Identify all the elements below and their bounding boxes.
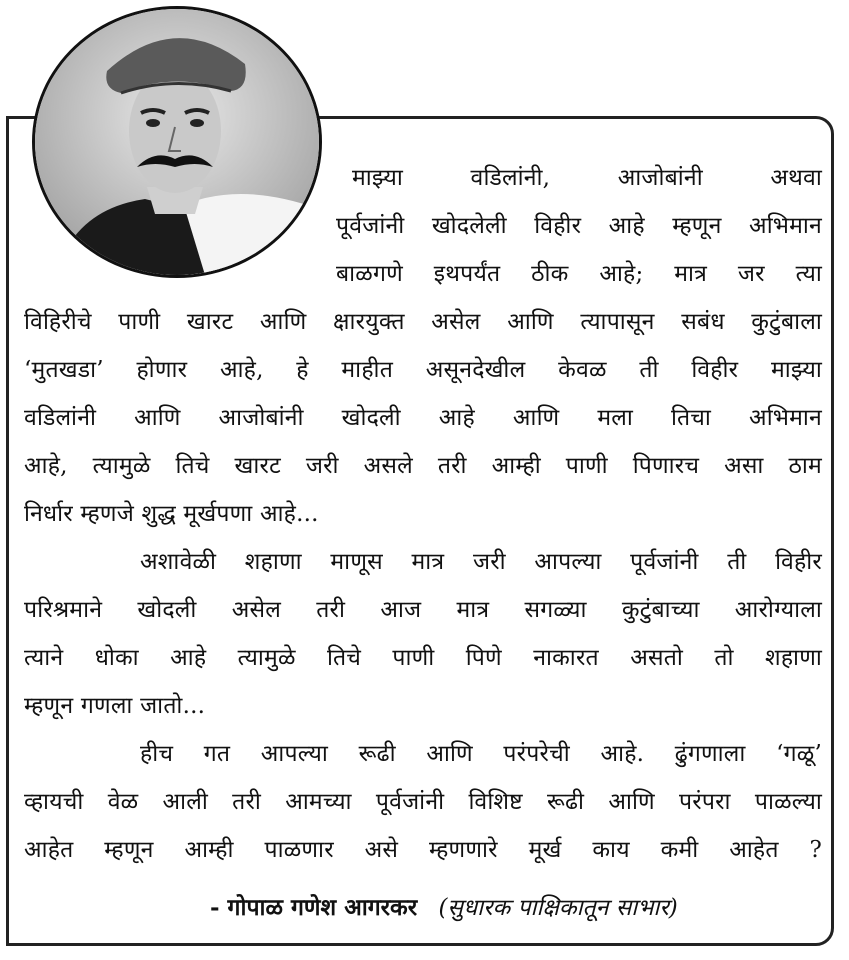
source-note: (सुधारक पाक्षिकातून साभार) bbox=[438, 895, 678, 921]
portrait-photo-icon bbox=[35, 9, 319, 275]
text-line-7: आहे, त्यामुळे तिचे खारट जरी असले तरी आम्ही पाणी पिणारच असा ठाम bbox=[24, 453, 822, 479]
text-line-12: म्हणून गणला जातो... bbox=[24, 693, 206, 719]
portrait-photo bbox=[32, 6, 322, 278]
text-line-14: व्हायची वेळ आली तरी आमच्या पूर्वजांनी विशिष्ट रूढी आणि परंपरा पाळल्या bbox=[24, 789, 822, 815]
text-line-10: परिश्रमाने खोदली असेल तरी आज मात्र सगळ्या कुटुंबाच्या आरोग्याला bbox=[24, 597, 822, 623]
text-line-11: त्याने धोका आहे त्यामुळे तिचे पाणी पिणे नाकारत असतो तो शहाणा bbox=[24, 645, 822, 671]
text-line-13: हीच गत आपल्या रूढी आणि परंपरेची आहे. ढुंगणाला ‘गळू’ bbox=[140, 741, 822, 767]
text-line-15: आहेत म्हणून आम्ही पाळणार असे म्हणणारे मूर्ख काय कमी आहेत ? bbox=[24, 837, 822, 863]
text-line-3: बाळगणे इथपर्यंत ठीक आहे; मात्र जर त्या bbox=[336, 261, 822, 287]
text-line-9: अशावेळी शहाणा माणूस मात्र जरी आपल्या पूर्वजांनी ती विहीर bbox=[140, 549, 822, 575]
author-name: - गोपाळ गणेश आगरकर bbox=[210, 894, 418, 921]
text-line-6: वडिलांनी आणि आजोबांनी खोदली आहे आणि मला तिचा अभिमान bbox=[24, 405, 822, 431]
signature bbox=[210, 890, 678, 922]
text-line-4: विहिरीचे पाणी खारट आणि क्षारयुक्त असेल आणि त्यापासून सबंध कुटुंबाला bbox=[24, 309, 822, 335]
text-line-5: ‘मुतखडा’ होणार आहे, हे माहीत असूनदेखील केवळ ती विहीर माझ्या bbox=[24, 357, 822, 383]
text-line-2: पूर्वजांनी खोदलेली विहीर आहे म्हणून अभिमान bbox=[336, 213, 822, 239]
text-line-1: माझ्या वडिलांनी, आजोबांनी अथवा bbox=[352, 165, 822, 191]
text-line-8: निर्धार म्हणजे शुद्ध मूर्खपणा आहे... bbox=[24, 501, 319, 527]
